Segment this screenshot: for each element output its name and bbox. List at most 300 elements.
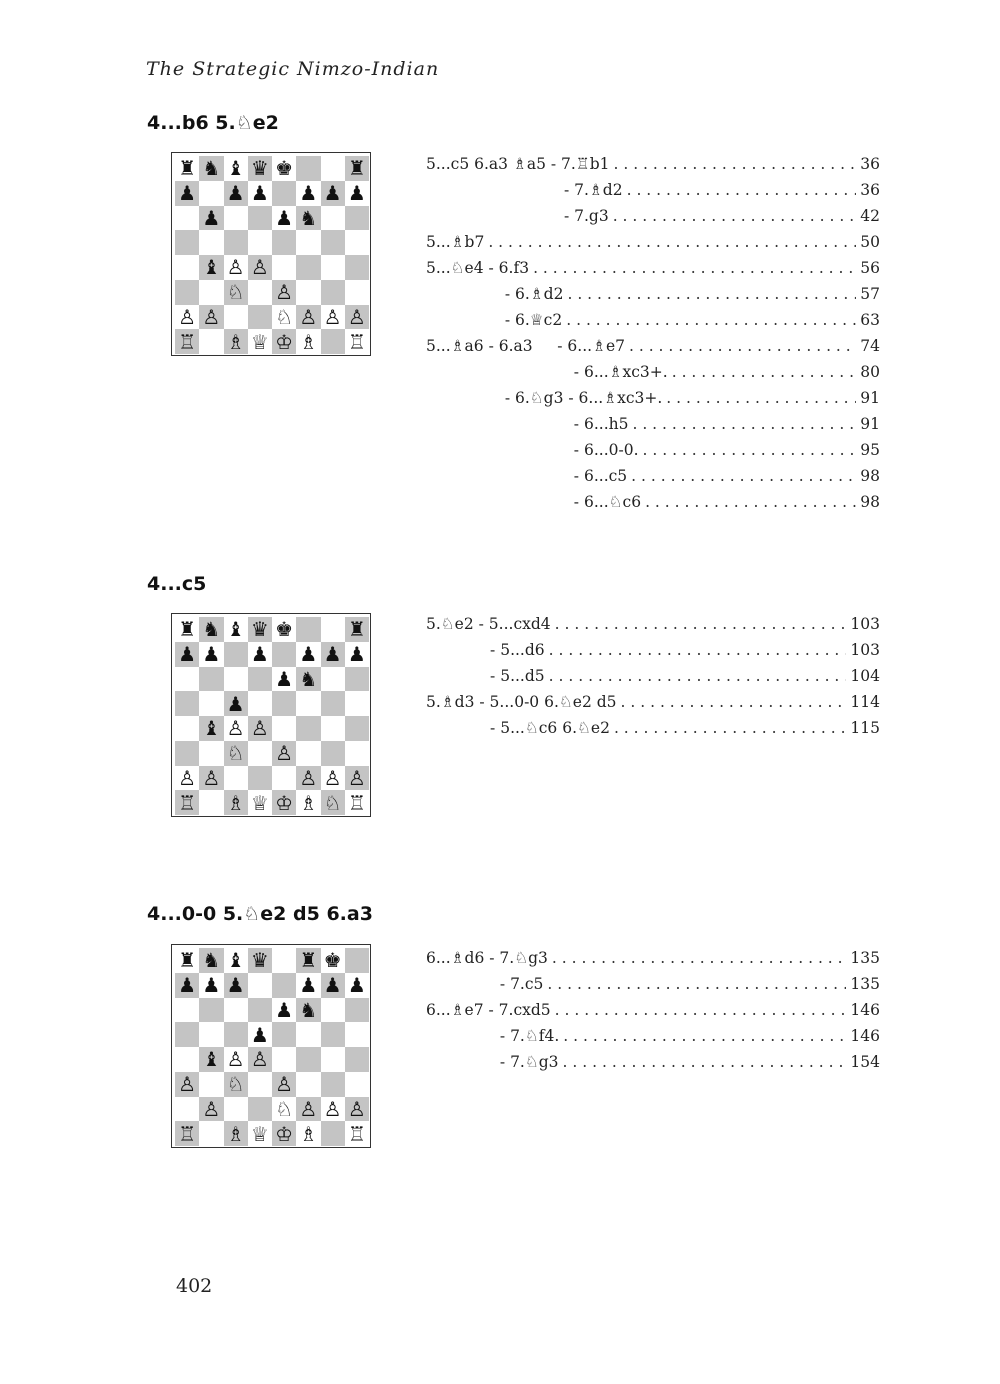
dot-leader bbox=[563, 1027, 846, 1045]
chess-piece-square: ♟ bbox=[272, 206, 296, 231]
board-square bbox=[199, 790, 223, 815]
board-square bbox=[321, 255, 345, 280]
chess-piece-square: ♕ bbox=[248, 790, 272, 815]
chess-piece-square: ♘ bbox=[272, 305, 296, 330]
board-square bbox=[321, 716, 345, 741]
dot-leader bbox=[666, 389, 856, 407]
board-square bbox=[345, 741, 369, 766]
page-reference: 98 bbox=[860, 467, 880, 485]
chess-piece-square: ♞ bbox=[296, 998, 320, 1023]
move-sequence: - 5...d6 bbox=[426, 641, 545, 659]
index-line bbox=[426, 493, 880, 519]
board-square bbox=[199, 998, 223, 1023]
section-title: 4...0-0 5.♘e2 d5 6.a3 bbox=[147, 903, 373, 925]
dot-leader bbox=[567, 285, 856, 303]
board-square bbox=[345, 948, 369, 973]
chess-piece-square: ♟ bbox=[345, 642, 369, 667]
chess-piece-square: ♗ bbox=[296, 1121, 320, 1146]
board-square bbox=[224, 642, 248, 667]
running-head: The Strategic Nimzo-Indian bbox=[146, 58, 440, 80]
chess-piece-square: ♟ bbox=[248, 1022, 272, 1047]
board-square bbox=[175, 255, 199, 280]
chess-piece-square: ♝ bbox=[224, 948, 248, 973]
chess-piece-square: ♙ bbox=[296, 1097, 320, 1122]
page-reference: 95 bbox=[860, 441, 880, 459]
board-square bbox=[175, 667, 199, 692]
board-square bbox=[199, 230, 223, 255]
page-reference: 91 bbox=[860, 415, 880, 433]
chess-piece-square: ♟ bbox=[224, 691, 248, 716]
chess-piece-square: ♟ bbox=[175, 181, 199, 206]
chess-piece-square: ♖ bbox=[175, 329, 199, 354]
dot-leader bbox=[566, 311, 856, 329]
board-square bbox=[199, 181, 223, 206]
board-square bbox=[321, 741, 345, 766]
move-sequence: - 7.c5 bbox=[426, 975, 544, 993]
chess-piece-square: ♟ bbox=[272, 998, 296, 1023]
page-reference: 154 bbox=[850, 1053, 880, 1071]
move-sequence: - 7.♘g3 bbox=[426, 1053, 559, 1071]
chess-piece-square: ♙ bbox=[248, 255, 272, 280]
board-square bbox=[272, 230, 296, 255]
board-square bbox=[175, 716, 199, 741]
chess-piece-square: ♟ bbox=[296, 181, 320, 206]
chess-piece-square: ♟ bbox=[345, 973, 369, 998]
dot-leader bbox=[563, 1053, 847, 1071]
move-sequence: - 7.♘f4. bbox=[426, 1027, 560, 1045]
page-reference: 63 bbox=[860, 311, 880, 329]
chess-piece-square: ♟ bbox=[321, 181, 345, 206]
dot-leader bbox=[631, 467, 856, 485]
board-square bbox=[296, 741, 320, 766]
page-reference: 91 bbox=[860, 389, 880, 407]
chess-piece-square: ♗ bbox=[224, 329, 248, 354]
chess-piece-square: ♔ bbox=[272, 1121, 296, 1146]
chess-piece-square: ♞ bbox=[199, 948, 223, 973]
dot-leader bbox=[672, 363, 857, 381]
board-square bbox=[248, 998, 272, 1023]
dot-leader bbox=[555, 615, 847, 633]
chess-piece-square: ♙ bbox=[248, 716, 272, 741]
index-line bbox=[426, 1001, 880, 1027]
index-line bbox=[426, 389, 880, 415]
page-reference: 115 bbox=[850, 719, 880, 737]
board-square bbox=[175, 1022, 199, 1047]
board-square bbox=[321, 156, 345, 181]
index-line bbox=[426, 1027, 880, 1053]
board-square bbox=[296, 691, 320, 716]
index-line bbox=[426, 975, 880, 1001]
board-square bbox=[272, 1047, 296, 1072]
board-square bbox=[321, 230, 345, 255]
chess-piece-square: ♜ bbox=[175, 156, 199, 181]
board-grid bbox=[175, 617, 369, 815]
board-grid bbox=[175, 948, 369, 1146]
board-square bbox=[224, 305, 248, 330]
chess-piece-square: ♘ bbox=[224, 741, 248, 766]
chess-piece-square: ♘ bbox=[321, 790, 345, 815]
board-square bbox=[224, 206, 248, 231]
chess-piece-square: ♟ bbox=[224, 973, 248, 998]
chess-piece-square: ♚ bbox=[321, 948, 345, 973]
board-square bbox=[224, 230, 248, 255]
chess-piece-square: ♙ bbox=[296, 305, 320, 330]
move-sequence: - 6...♗xc3+. bbox=[426, 363, 668, 381]
board-square bbox=[321, 691, 345, 716]
chess-piece-square: ♟ bbox=[224, 181, 248, 206]
chess-piece-square: ♗ bbox=[296, 790, 320, 815]
chess-piece-square: ♟ bbox=[345, 181, 369, 206]
board-square bbox=[321, 998, 345, 1023]
chess-piece-square: ♜ bbox=[296, 948, 320, 973]
section-title: 4...c5 bbox=[147, 573, 207, 595]
board-square bbox=[345, 716, 369, 741]
index-line bbox=[426, 441, 880, 467]
chess-piece-square: ♗ bbox=[224, 1121, 248, 1146]
chess-piece-square: ♔ bbox=[272, 329, 296, 354]
move-sequence: - 7.g3 bbox=[426, 207, 609, 225]
board-square bbox=[296, 716, 320, 741]
chess-piece-square: ♙ bbox=[272, 280, 296, 305]
index-line bbox=[426, 155, 880, 181]
board-square bbox=[248, 766, 272, 791]
board-square bbox=[175, 230, 199, 255]
dot-leader bbox=[547, 975, 846, 993]
board-square bbox=[296, 1047, 320, 1072]
page-reference: 135 bbox=[850, 975, 880, 993]
index-line bbox=[426, 949, 880, 975]
board-square bbox=[272, 255, 296, 280]
board-grid bbox=[175, 156, 369, 354]
chess-piece-square: ♟ bbox=[248, 181, 272, 206]
board-square bbox=[345, 255, 369, 280]
chess-diagram bbox=[171, 152, 371, 356]
dot-leader bbox=[533, 259, 856, 277]
chess-piece-square: ♞ bbox=[296, 206, 320, 231]
board-square bbox=[175, 998, 199, 1023]
chess-piece-square: ♗ bbox=[296, 329, 320, 354]
page-reference: 57 bbox=[860, 285, 880, 303]
chess-piece-square: ♙ bbox=[321, 766, 345, 791]
chess-piece-square: ♙ bbox=[345, 1097, 369, 1122]
dot-leader bbox=[555, 1001, 847, 1019]
move-sequence: - 5...♘c6 6.♘e2 bbox=[426, 719, 610, 737]
chess-piece-square: ♘ bbox=[224, 280, 248, 305]
chess-piece-square: ♟ bbox=[296, 642, 320, 667]
board-square bbox=[345, 206, 369, 231]
page-reference: 36 bbox=[860, 155, 880, 173]
index-line bbox=[426, 667, 880, 693]
chess-piece-square: ♘ bbox=[224, 1072, 248, 1097]
move-sequence: - 7.♗d2 bbox=[426, 181, 623, 199]
board-square bbox=[345, 1022, 369, 1047]
chess-piece-square: ♟ bbox=[321, 973, 345, 998]
dot-leader bbox=[549, 641, 847, 659]
board-square bbox=[175, 206, 199, 231]
page-reference: 36 bbox=[860, 181, 880, 199]
move-sequence: - 6...0-0. bbox=[426, 441, 639, 459]
chess-piece-square: ♛ bbox=[248, 156, 272, 181]
board-square bbox=[321, 1022, 345, 1047]
board-square bbox=[248, 280, 272, 305]
index-line bbox=[426, 719, 880, 745]
chess-piece-square: ♖ bbox=[175, 1121, 199, 1146]
page-reference: 146 bbox=[850, 1027, 880, 1045]
page-reference: 114 bbox=[850, 693, 880, 711]
chess-piece-square: ♗ bbox=[224, 790, 248, 815]
board-square bbox=[199, 1022, 223, 1047]
board-square bbox=[248, 1072, 272, 1097]
chess-piece-square: ♙ bbox=[345, 766, 369, 791]
move-sequence: - 6.♗d2 bbox=[426, 285, 564, 303]
chess-piece-square: ♝ bbox=[199, 255, 223, 280]
chess-piece-square: ♙ bbox=[248, 1047, 272, 1072]
dot-leader bbox=[613, 207, 857, 225]
board-square bbox=[296, 1072, 320, 1097]
dot-leader bbox=[614, 155, 857, 173]
chess-diagram bbox=[171, 613, 371, 817]
chess-piece-square: ♙ bbox=[199, 766, 223, 791]
index-line bbox=[426, 181, 880, 207]
chess-piece-square: ♙ bbox=[272, 1072, 296, 1097]
board-square bbox=[248, 305, 272, 330]
move-sequence: 5.♗d3 - 5...0-0 6.♘e2 d5 bbox=[426, 693, 617, 711]
board-square bbox=[199, 280, 223, 305]
variation-index bbox=[426, 155, 880, 519]
chess-piece-square: ♜ bbox=[175, 948, 199, 973]
chess-piece-square: ♖ bbox=[345, 329, 369, 354]
dot-leader bbox=[645, 493, 856, 511]
variation-index bbox=[426, 949, 880, 1079]
chess-piece-square: ♙ bbox=[345, 305, 369, 330]
board-square bbox=[272, 691, 296, 716]
chess-piece-square: ♜ bbox=[345, 617, 369, 642]
board-square bbox=[272, 716, 296, 741]
chess-piece-square: ♕ bbox=[248, 329, 272, 354]
chess-piece-square: ♝ bbox=[224, 617, 248, 642]
board-square bbox=[272, 973, 296, 998]
move-sequence: 5...♗a6 - 6.a3 - 6...♗e7 bbox=[426, 337, 625, 355]
board-square bbox=[321, 206, 345, 231]
board-square bbox=[321, 667, 345, 692]
dot-leader bbox=[552, 949, 847, 967]
board-square bbox=[199, 741, 223, 766]
index-line bbox=[426, 337, 880, 363]
board-square bbox=[248, 667, 272, 692]
board-square bbox=[296, 255, 320, 280]
board-square bbox=[175, 280, 199, 305]
chess-piece-square: ♟ bbox=[296, 973, 320, 998]
chess-piece-square: ♙ bbox=[175, 305, 199, 330]
board-square bbox=[272, 642, 296, 667]
chess-piece-square: ♟ bbox=[248, 642, 272, 667]
chess-piece-square: ♙ bbox=[175, 1072, 199, 1097]
chess-piece-square: ♙ bbox=[224, 716, 248, 741]
chess-piece-square: ♟ bbox=[199, 973, 223, 998]
page-reference: 56 bbox=[860, 259, 880, 277]
board-square bbox=[321, 1121, 345, 1146]
board-square bbox=[296, 230, 320, 255]
index-line bbox=[426, 207, 880, 233]
chess-piece-square: ♞ bbox=[199, 156, 223, 181]
board-square bbox=[345, 691, 369, 716]
chess-diagram bbox=[171, 944, 371, 1148]
board-square bbox=[345, 667, 369, 692]
dot-leader bbox=[621, 693, 847, 711]
chess-piece-square: ♟ bbox=[199, 642, 223, 667]
page-reference: 104 bbox=[850, 667, 880, 685]
chess-piece-square: ♙ bbox=[321, 1097, 345, 1122]
chess-piece-square: ♙ bbox=[272, 741, 296, 766]
board-square bbox=[321, 280, 345, 305]
chess-piece-square: ♖ bbox=[175, 790, 199, 815]
chess-piece-square: ♙ bbox=[224, 1047, 248, 1072]
board-square bbox=[272, 948, 296, 973]
chess-piece-square: ♛ bbox=[248, 948, 272, 973]
chess-piece-square: ♙ bbox=[224, 255, 248, 280]
dot-leader bbox=[549, 667, 847, 685]
dot-leader bbox=[632, 415, 856, 433]
dot-leader bbox=[629, 337, 856, 355]
board-square bbox=[248, 691, 272, 716]
index-line bbox=[426, 415, 880, 441]
chess-piece-square: ♔ bbox=[272, 790, 296, 815]
index-line bbox=[426, 641, 880, 667]
chess-piece-square: ♟ bbox=[175, 973, 199, 998]
chess-piece-square: ♝ bbox=[224, 156, 248, 181]
board-square bbox=[199, 691, 223, 716]
page-reference: 135 bbox=[850, 949, 880, 967]
index-line bbox=[426, 693, 880, 719]
move-sequence: 5.♘e2 - 5...cxd4 bbox=[426, 615, 551, 633]
page-reference: 103 bbox=[850, 615, 880, 633]
move-sequence: 6...♗e7 - 7.cxd5 bbox=[426, 1001, 551, 1019]
chess-piece-square: ♟ bbox=[175, 642, 199, 667]
move-sequence: 5...♘e4 - 6.f3 bbox=[426, 259, 530, 277]
chess-piece-square: ♕ bbox=[248, 1121, 272, 1146]
board-square bbox=[224, 1097, 248, 1122]
board-square bbox=[199, 329, 223, 354]
variation-index bbox=[426, 615, 880, 745]
chess-piece-square: ♙ bbox=[199, 305, 223, 330]
board-square bbox=[199, 667, 223, 692]
chess-piece-square: ♙ bbox=[199, 1097, 223, 1122]
board-square bbox=[296, 156, 320, 181]
move-sequence: - 5...d5 bbox=[426, 667, 545, 685]
board-square bbox=[175, 1047, 199, 1072]
index-line bbox=[426, 363, 880, 389]
index-line bbox=[426, 259, 880, 285]
chess-piece-square: ♚ bbox=[272, 156, 296, 181]
board-square bbox=[345, 280, 369, 305]
board-square bbox=[248, 973, 272, 998]
page-reference: 146 bbox=[850, 1001, 880, 1019]
section-title: 4...b6 5.♘e2 bbox=[147, 112, 279, 134]
board-square bbox=[175, 1097, 199, 1122]
board-square bbox=[321, 1072, 345, 1097]
board-square bbox=[175, 691, 199, 716]
board-square bbox=[296, 617, 320, 642]
board-square bbox=[199, 1121, 223, 1146]
board-square bbox=[321, 617, 345, 642]
dot-leader bbox=[643, 441, 857, 459]
board-square bbox=[296, 280, 320, 305]
move-sequence: 5...♗b7 bbox=[426, 233, 485, 251]
dot-leader bbox=[627, 181, 857, 199]
chess-piece-square: ♝ bbox=[199, 716, 223, 741]
chess-piece-square: ♙ bbox=[321, 305, 345, 330]
chess-piece-square: ♖ bbox=[345, 790, 369, 815]
page-reference: 103 bbox=[850, 641, 880, 659]
page-reference: 98 bbox=[860, 493, 880, 511]
move-sequence: - 6...c5 bbox=[426, 467, 628, 485]
index-line bbox=[426, 615, 880, 641]
dot-leader bbox=[614, 719, 846, 737]
chess-piece-square: ♞ bbox=[199, 617, 223, 642]
board-square bbox=[321, 1047, 345, 1072]
board-square bbox=[248, 741, 272, 766]
chess-piece-square: ♜ bbox=[345, 156, 369, 181]
chess-piece-square: ♝ bbox=[199, 1047, 223, 1072]
chess-piece-square: ♚ bbox=[272, 617, 296, 642]
board-square bbox=[224, 766, 248, 791]
board-square bbox=[345, 998, 369, 1023]
page-reference: 80 bbox=[860, 363, 880, 381]
index-line bbox=[426, 233, 880, 259]
move-sequence: 6...♗d6 - 7.♘g3 bbox=[426, 949, 548, 967]
board-square bbox=[248, 1097, 272, 1122]
chess-piece-square: ♟ bbox=[199, 206, 223, 231]
chess-piece-square: ♜ bbox=[175, 617, 199, 642]
move-sequence: - 6.♘g3 - 6...♗xc3+. bbox=[426, 389, 663, 407]
page-reference: 42 bbox=[860, 207, 880, 225]
board-square bbox=[272, 1022, 296, 1047]
board-square bbox=[248, 230, 272, 255]
dot-leader bbox=[488, 233, 856, 251]
index-line bbox=[426, 1053, 880, 1079]
board-square bbox=[345, 230, 369, 255]
chess-piece-square: ♙ bbox=[296, 766, 320, 791]
page-reference: 74 bbox=[860, 337, 880, 355]
chess-piece-square: ♙ bbox=[175, 766, 199, 791]
move-sequence: - 6...♘c6 bbox=[426, 493, 642, 511]
board-square bbox=[296, 1022, 320, 1047]
chess-piece-square: ♟ bbox=[321, 642, 345, 667]
index-line bbox=[426, 467, 880, 493]
page-reference: 50 bbox=[860, 233, 880, 251]
move-sequence: - 6.♕c2 bbox=[426, 311, 563, 329]
move-sequence: - 6...h5 bbox=[426, 415, 629, 433]
chess-piece-square: ♖ bbox=[345, 1121, 369, 1146]
chess-piece-square: ♟ bbox=[272, 667, 296, 692]
board-square bbox=[272, 181, 296, 206]
chess-piece-square: ♘ bbox=[272, 1097, 296, 1122]
index-line bbox=[426, 311, 880, 337]
board-square bbox=[248, 206, 272, 231]
board-square bbox=[224, 667, 248, 692]
index-line bbox=[426, 285, 880, 311]
board-square bbox=[175, 741, 199, 766]
move-sequence: 5...c5 6.a3 ♗a5 - 7.♖b1 bbox=[426, 155, 610, 173]
page-number: 402 bbox=[176, 1275, 213, 1297]
board-square bbox=[345, 1047, 369, 1072]
board-square bbox=[321, 329, 345, 354]
board-square bbox=[272, 766, 296, 791]
board-square bbox=[345, 1072, 369, 1097]
board-square bbox=[224, 1022, 248, 1047]
chess-piece-square: ♛ bbox=[248, 617, 272, 642]
board-square bbox=[224, 998, 248, 1023]
